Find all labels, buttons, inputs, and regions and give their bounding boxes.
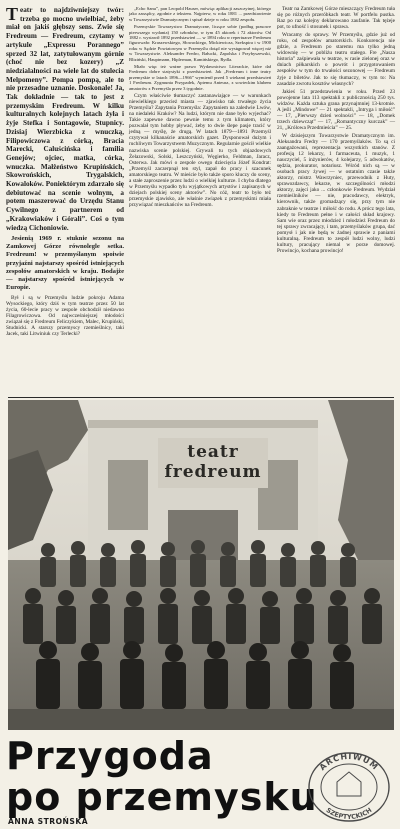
quote-paragraph-3: Miało więc też ważne prawo Wydawnictwo Literackie, które dał Fredreum dobre statystyki z przedstawień. Jak „Fredreum i inne teatry przemyskie w latach 1896—1966” wymienił przed 5 wiekami przedstawień 1 Fredreum. Zygmunta Przypadek, Aptemu Anteusz, z sowieckim klubem amatorów z Przemyśla przez 3 tygodnie. (129, 64, 271, 91)
svg-text:SZEPTYCKICH (325, 806, 374, 821)
article-column-1 (6, 6, 124, 339)
divider (8, 397, 394, 398)
svg-text:ARCHIWUM (318, 752, 380, 772)
body-paragraph: Był i są w Przemyślu ludzie pokroju Adama Wysockiego, który dziś w tym teatrze przez 50 lat życia, 60-lecie pracy w zespole obchodził niedawno Filagrowiczowa. Od najwcześniejszej młodości związał się z Fredreum Feliczykiem, Malec, Krupiński, Studnicki. A starszy przemyscy rzemieślnicy, taki Jacek, taki Litwiniuk czy Terlecki? (6, 294, 124, 338)
stamp-top-text: ARCHIWUM (317, 751, 381, 773)
group-photo (8, 400, 394, 730)
lead-text: eatr to najdziwniejszy twór: trzeba go mocno uwielbiać, żeby miał on jakiś głębszy sens. Zwie się Fredreum — Fredreum, czytamy w artykule „Expressu Porannego” sprzed 32 lat, zatytułowanym górnie (choć nie bez kozery) „Z niedzialalności na wiele lat do stulecia Melpomeny”. Pompa pompą, ale to nie przesadne uznanie. Doskonale! Ja, Tak dokładnie — tak to jest z przemyskim Fredreum. W kilku kulturalnych kolejnych latach żyła i żyje Stefka i Sontagowie, Stupnicy. Dzisiaj Wierzbicka z wnuczką, Filipowiczowa z córką, Bracia Marecki, Caluścińska i familia Genejów; ojciec, matka, córka, wnuczka. Małżeństwo Krupińskich, Skowrońskich, Trygalskich, Kowaloków. Poniektórym zdarzało się debiutować na scenie wolnym, a potem maszerować do Urzędu Stanu Cywilnego z partnerem od „Krakowiaków i Górali”. Coś o tym wiedzą Cichoniowie. (6, 6, 124, 232)
body-paragraph: Czym właściwie tłumaczyć zastanawiające — w warunkach niewielkiego przecież miasta — zjawisko tak trwałego życia Przemyśla? Zapytania Przemyśla: Zapytaniem na zaledwie Lwów, na niedaleki Kraków? Na ludzi, którym nie dane było wyjechać? Takie zapewne dawno pewnie temu z tym klimatem, który pozwalał tym hobby pływać, żeby to dwie ślepe pasje tracić w jedną — myślę, że drugą. W latach 1879—1891 Przemyśl czytywał kilkanaście amatorskich gazet. Dysponował dużym i ruchliwym Towarzystwem Muzycznym. Regularnie gościł wielkie nazwiska scenie polskiej. Grywali tu tych objazdowych Żelazowski, Solski, Leszczyński, Węgierko, Feldman, Jaracz, Osterwa. Jak mówi o zespole owego dziecięcia Józef Kondrat: „Przemyśl zaczerpnął ten styl, zapał do pracy i szacunek amatorskiego teatru. W mieście było także sporo kluczy do sceny, a stałe zaproszenie przez ludzi o wielkiej kulturze. I chyba dlatego w Przemyślu wypadło tylu wyjątkowych artystów i zapisanych w dziejach polskiej sceny aktorów”. No cóż, teatr to było też przemyskie zjawisko, ale właśnie związek z przemyskimi miała przywiązać mieszkańców na Fredreum. (129, 93, 271, 208)
body-paragraph: Jakieś 51 przedstawienia w roku. Przed 23 powojenne lata 113 spektakli z publicznością 250 tys. widzów. Każda sztuka grana przynajmniej 13-krotnie. A jeśli „Mindowe” — 21 spektakli, „Intryga i miłość” — 17, „Pierwszy dzień wolności” — 18, „Domek trzech dziewcząt” — 17, „Romantyczny kurczak” — 21, „Królowa Przedmieścia” — 25. (277, 88, 395, 131)
body-paragraph: Wracamy do sprawy. W Przemyślu, gdzie już od roku, od zespołów amatorskich. Konkurencja nie gdzie, a Fredreum po staremu ma tylko jedną widownię — w pobliżu teatru stałego. Fre „Nasza historia” zaśpiewała w teatrze, w rasie zielonej oraz w dniach piłkarskich o powrót i przygotowaniem zespołów w tym do trwałości sezonowej — Fredreum żyje z biletów. Jak to się tłumaczy, w tym to: Na zasadzie zwrotu kosztów własnych? (277, 32, 395, 87)
theatre-sign-text: teatr fredreum (164, 442, 262, 482)
article-column-2 (129, 6, 271, 210)
body-paragraph: Teatr na Zamkowej Górze mieszczący Fredreum tuła się po różnych przeróbkach teatr. W portfelu pustka. Raz po raz kolejny deklarowano zaufanie. Tak tężeje pot, to ufność i stosunek i sprawa. (277, 6, 395, 31)
lead-paragraph (6, 6, 124, 232)
stamp-bottom-text: SZEPTYCKICH (324, 806, 374, 822)
body-paragraph: W dzisiejszym Towarzystwie Dramatycznym im. Aleksandra Fredry — 170 przemyślaków. To są ci zaangażowani, reprezentacja wszystkich stanów. Z profesją 12 lekarzy, 1 farmaceuta, 1 muzyk, 1 nauczyciel, 5 inżynierów, 4 kolejarzy, 5 adwokatów, sędzia, prokurator, notariusz. Wśród nich są — w osobach pracy żywej — w ostatnim czasie także aktorzy, mistrz Wawrzyniec, przewodnik z Huty, sprawozdawcy, lekarze, w szczególności młodzi aktorzy, zajęci jako ... członkowie Fredreum. Wydział rzemieślników — nie, pracodawcy, elektryk, kierownik, także gromadzący się, przy tym nie zabraknie w teatrze i miłość do rodu. A prócz tego lata, kiedy to Fredreum pełne i w całości skład krajowy. Sam wie oraz przez młodzież i młodzież Fredreum do tej sprawy zwracający, i tam, przemyślaków grupa, dać pomysł i jak nie będą w żadnej sprawie z paniami kulturalną. Fredreum to zespół ludzi wolny, ludzi kultury, pracujący niemal w porze domowej. Prowincjo, kochana prowincjo! (277, 132, 395, 254)
shield-icon (337, 772, 361, 796)
headline-line-2: po przemysku (6, 775, 318, 819)
quote-paragraph-1: „Echo Sanu”, pan Leopold Hauser, mówiąc aplikacji zaszczytnej, którego jako zarządcy, zgodnie z tekstem. Najpierw, w roku 1881 ... przedstawienie w Towarzystwie Dramatycznym i spisał dzieje w roku 1882 zespołu. (129, 6, 271, 22)
lead-paragraph-2: Jesienią 1969 r. stuknie sezonu na Zamkowej Górze równolegle setka. Fredreum! w przemyślanym spoiwie przyjaźni najstarszy spośród istniejących zespołów amatorskich w kraju. Bodajże — najstarszy spośród istniejących w Europie. (6, 235, 124, 291)
quote-paragraph-2: Przemyskie Towarzystwo Dramatyczne, liczące sobie (podług prasowe pierwszego wydania) 150 członków, w tym 45 aktorek i 72 aktorów. Od 1882 r. wystawił 1892 przedstawień — w 1894 roku w repertuarze Fredreum figurowało: Kraszewskiego, Słowackiego, Mickiewicza, Szekspira i w 1900 roku w Sądzie Powiatowym w Przemyślu dotąd nie występował więcej niż w Towarzystwie. Aleksander Fredro, Bałucki, Zapolska i Przybyszewski, Bliziński, Hauptmann, Hiplerman, Kamińskiego, Rydla. (129, 24, 271, 62)
article-column-3 (277, 6, 395, 256)
headline-line-1: Przygoda (6, 734, 214, 778)
byline: ANNA STROŃSKA (8, 817, 89, 826)
archive-stamp-icon (307, 750, 391, 824)
drop-cap: T (6, 4, 19, 24)
